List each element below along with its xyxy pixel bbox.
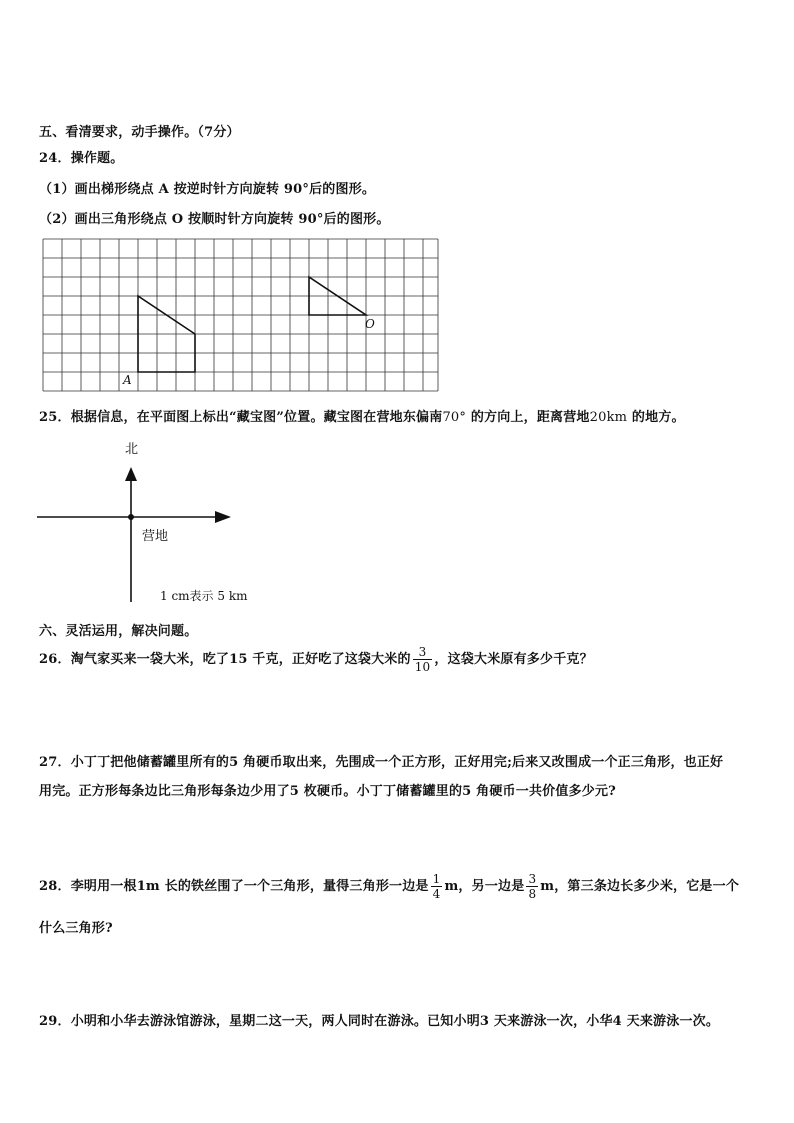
question-27-line2: 用完。正方形每条边比三角形每条边少用了5 枚硬币。小丁丁储蓄罐里的5 角硬币一共价值多少元? — [39, 784, 616, 799]
camp-label: 营地 — [142, 529, 169, 544]
question-26-text — [39, 645, 593, 674]
question-24-part1: （1）画出梯形绕点 A 按逆时针方向旋转 90°后的图形。 — [39, 182, 376, 197]
q25-text-b: 的方向上，距离营地 — [466, 410, 590, 425]
question-29-text: 29．小明和小华去游泳馆游泳，星期二这一天，两人同时在游泳。已知小明3 天来游泳一次，小华4 天来游泳一次。 — [39, 1014, 720, 1029]
camp-point — [128, 514, 134, 520]
north-label: 北 — [125, 442, 139, 457]
q25-distance: 20km — [589, 410, 628, 425]
east-arrow-head — [215, 511, 231, 523]
point-o-label: O — [365, 317, 375, 331]
q28-unit-1: m，另一边是 — [444, 879, 525, 894]
question-24-part2: （2）画出三角形绕点 O 按顺时针方向旋转 90°后的图形。 — [39, 212, 390, 227]
north-arrow-head — [125, 467, 137, 481]
q25-text-a: 25．根据信息，在平面图上标出“藏宝图”位置。藏宝图在营地东偏南 — [39, 410, 443, 425]
q26-text-a: 26．淘气家买来一袋大米，吃了15 千克，正好吃了这袋大米的 — [39, 652, 411, 667]
q26-text-b: ，这袋大米原有多少千克？ — [434, 652, 593, 667]
rotation-grid-figure — [41, 237, 441, 393]
question-28-line2: 什么三角形? — [39, 921, 113, 936]
q25-text-c: 的地方。 — [627, 410, 685, 425]
q28-text-b: m，第三条边长多少米，它是一个 — [540, 879, 740, 894]
q25-angle: 70° — [442, 410, 467, 425]
q28-fraction-1: $\frac{1}{4}$ — [432, 872, 441, 901]
q28-text-a: 28．李明用一根1m 长的铁丝围了一个三角形，量得三角形一边是 — [39, 879, 429, 894]
grid-lines — [43, 239, 438, 391]
section-heading-5: 五、看清要求，动手操作。（7分） — [39, 125, 240, 140]
scale-label: 1 cm表示 5 km — [160, 589, 248, 603]
compass-map — [35, 437, 255, 607]
question-28-line1 — [39, 872, 739, 901]
point-a-label: A — [123, 373, 132, 387]
question-24-title: 24．操作题。 — [39, 151, 124, 166]
question-27-line1: 27．小丁丁把他储蓄罐里所有的5 角硬币取出来，先围成一个正方形，正好用完;后来又改围成一个正三角形，也正好 — [39, 755, 724, 770]
question-25-text — [39, 406, 685, 425]
q28-fraction-2: $\frac{3}{8}$ — [528, 872, 537, 901]
section-heading-6: 六、灵活运用，解决问题。 — [39, 624, 198, 639]
q26-fraction: $\frac{3}{10}$ — [414, 645, 431, 674]
